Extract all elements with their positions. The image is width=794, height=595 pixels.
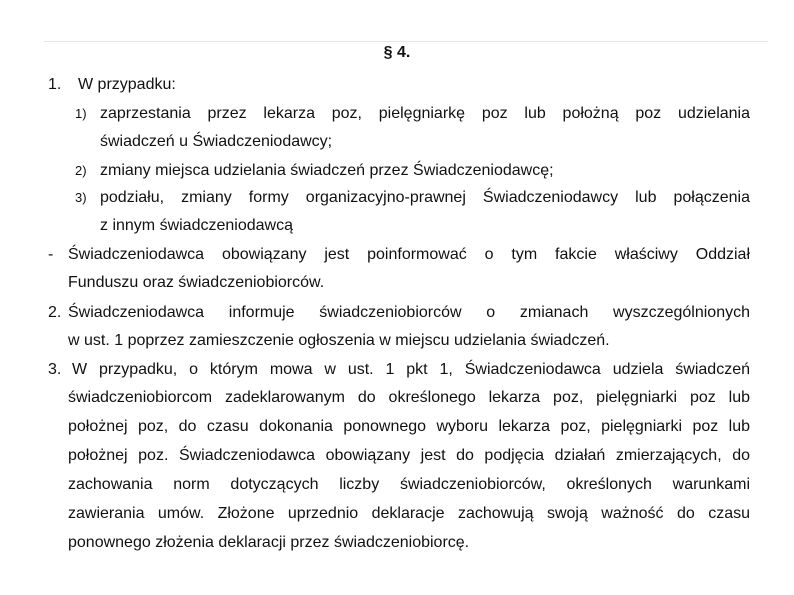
subitem-1-number: 1) (75, 106, 87, 121)
subitem-3-number: 3) (75, 190, 87, 205)
dash-line-2: Funduszu oraz świadczeniobiorców. (68, 274, 325, 291)
item-2-line-1: Świadczeniodawca informuje świadczeniobiorców o zmianach wyszczególnionych (68, 304, 750, 321)
item-3-line-2: świadczeniobiorcom zadeklarowanym do określonego lekarza poz, pielęgniarki poz lub (68, 389, 750, 406)
subitem-1-line-1: zaprzestania przez lekarza poz, pielęgniarkę poz lub położną poz udzielania (100, 105, 750, 122)
item-3-line-5: zachowania norm dotyczących liczby świadczeniobiorców, określonych warunkami (68, 476, 750, 493)
item-3-line-6: zawierania umów. Złożone uprzednio deklaracje zachowują swoją ważność do czasu (68, 505, 750, 522)
item-3-line-3: położnej poz, do czasu dokonania ponownego wyboru lekarza poz, pielęgniarki poz lub (68, 418, 750, 435)
subitem-2-line-1: zmiany miejsca udzielania świadczeń przez Świadczeniodawcę; (100, 162, 554, 179)
subitem-2-number: 2) (75, 163, 87, 178)
item-2-number: 2. (48, 304, 62, 321)
item-3-line-1: W przypadku, o którym mowa w ust. 1 pkt 1, Świadczeniodawca udziela świadczeń (72, 361, 750, 378)
subitem-3-line-1: podziału, zmiany formy organizacyjno-prawnej Świadczeniodawcy lub połączenia (100, 189, 750, 206)
top-divider (44, 41, 768, 42)
subitem-3-line-2: z innym świadczeniodawcą (100, 217, 293, 234)
item-3-line-7: ponownego złożenia deklaracji przez świadczeniobiorcę. (68, 534, 470, 551)
section-title: § 4. (383, 44, 411, 61)
subitem-1-line-2: świadczeń u Świadczeniodawcy; (100, 133, 333, 150)
item-1-intro: W przypadku: (78, 76, 176, 93)
dash-marker: - (48, 246, 54, 263)
item-2-line-2: w ust. 1 poprzez zamieszczenie ogłoszenia w miejscu udzielania świadczeń. (68, 332, 610, 349)
item-3-number: 3. (48, 361, 62, 378)
item-3-line-4: położnej poz. Świadczeniodawca obowiązany jest do podjęcia działań zmierzających, do (68, 447, 750, 464)
dash-line-1: Świadczeniodawca obowiązany jest poinformować o tym fakcie właściwy Oddział (68, 246, 750, 263)
item-1-number: 1. (48, 76, 62, 93)
